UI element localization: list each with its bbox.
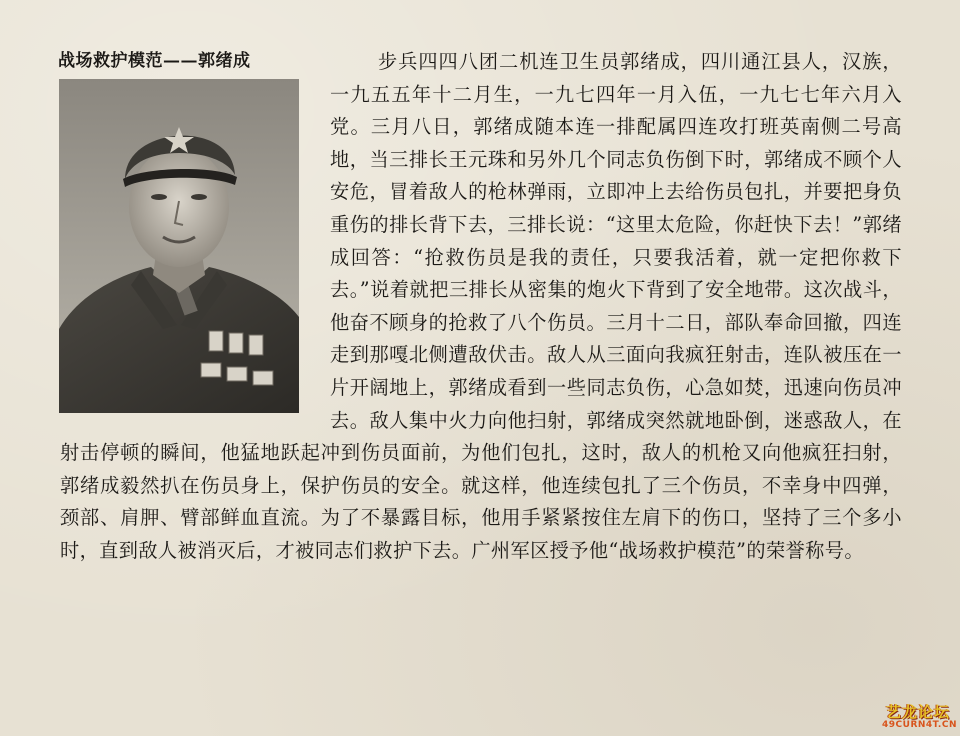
watermark-bottom-text: 49CURN4T.CN xyxy=(882,719,957,730)
photo-caption: 战场救护模范——郭绪成 xyxy=(58,51,251,71)
photo-wrap-spacer xyxy=(60,46,330,416)
article-body-text: 步兵四四八团二机连卫生员郭绪成，四川通江县人，汉族，一九五五年十二月生，一九七四年一月入伍，一九七七年六月入党。三月八日，郭绪成随本连一排配属四连攻打班英南侧二号高地，当三排长王元珠和另外几个同志负伤倒下时，郭绪成不顾个人安危，冒着敌人的枪林弹雨，立即冲上去给伤员包扎，并要把身负重伤的排长背下去，三排长说：“这里太危险，你赶快下去！”郭绪成回答：“抢救伤员是我的责任，只要我活着，就一定把你救下去。”说着就把三排长从密集的炮火下背到了安全地带。这次战斗，他奋不顾身的抢救了八个伤员。三月十二日，部队奉命回撤，四连走到那嘎北侧遭敌伏击。敌人从三面向我疯狂射击，连队被压在一片开阔地上，郭绪成看到一些同志负伤，心急如焚，迅速向伤员冲去。敌人集中火力向他扫射，郭绪成突然就地卧倒，迷惑敌人，在射击停顿的瞬间，他猛地跃起冲到伤员面前，为他们包扎，这时，敌人的机枪又向他疯狂扫射，郭绪成毅然扒在伤员身上，保护伤员的安全。就这样，他连续包扎了三个伤员，不幸身中四弹，颈部、肩胛、臂部鲜血直流。为了不暴露目标，他用手紧紧按住左肩下的伤口，坚持了三个多小时，直到敌人被消灭后，才被同志们救护下去。广州军区授予他“战场救护模范”的荣誉称号。 xyxy=(60,50,902,562)
article-body xyxy=(60,46,902,568)
watermark-top-text: 艺龙论坛 xyxy=(885,702,950,721)
forum-watermark-logo xyxy=(882,702,957,730)
